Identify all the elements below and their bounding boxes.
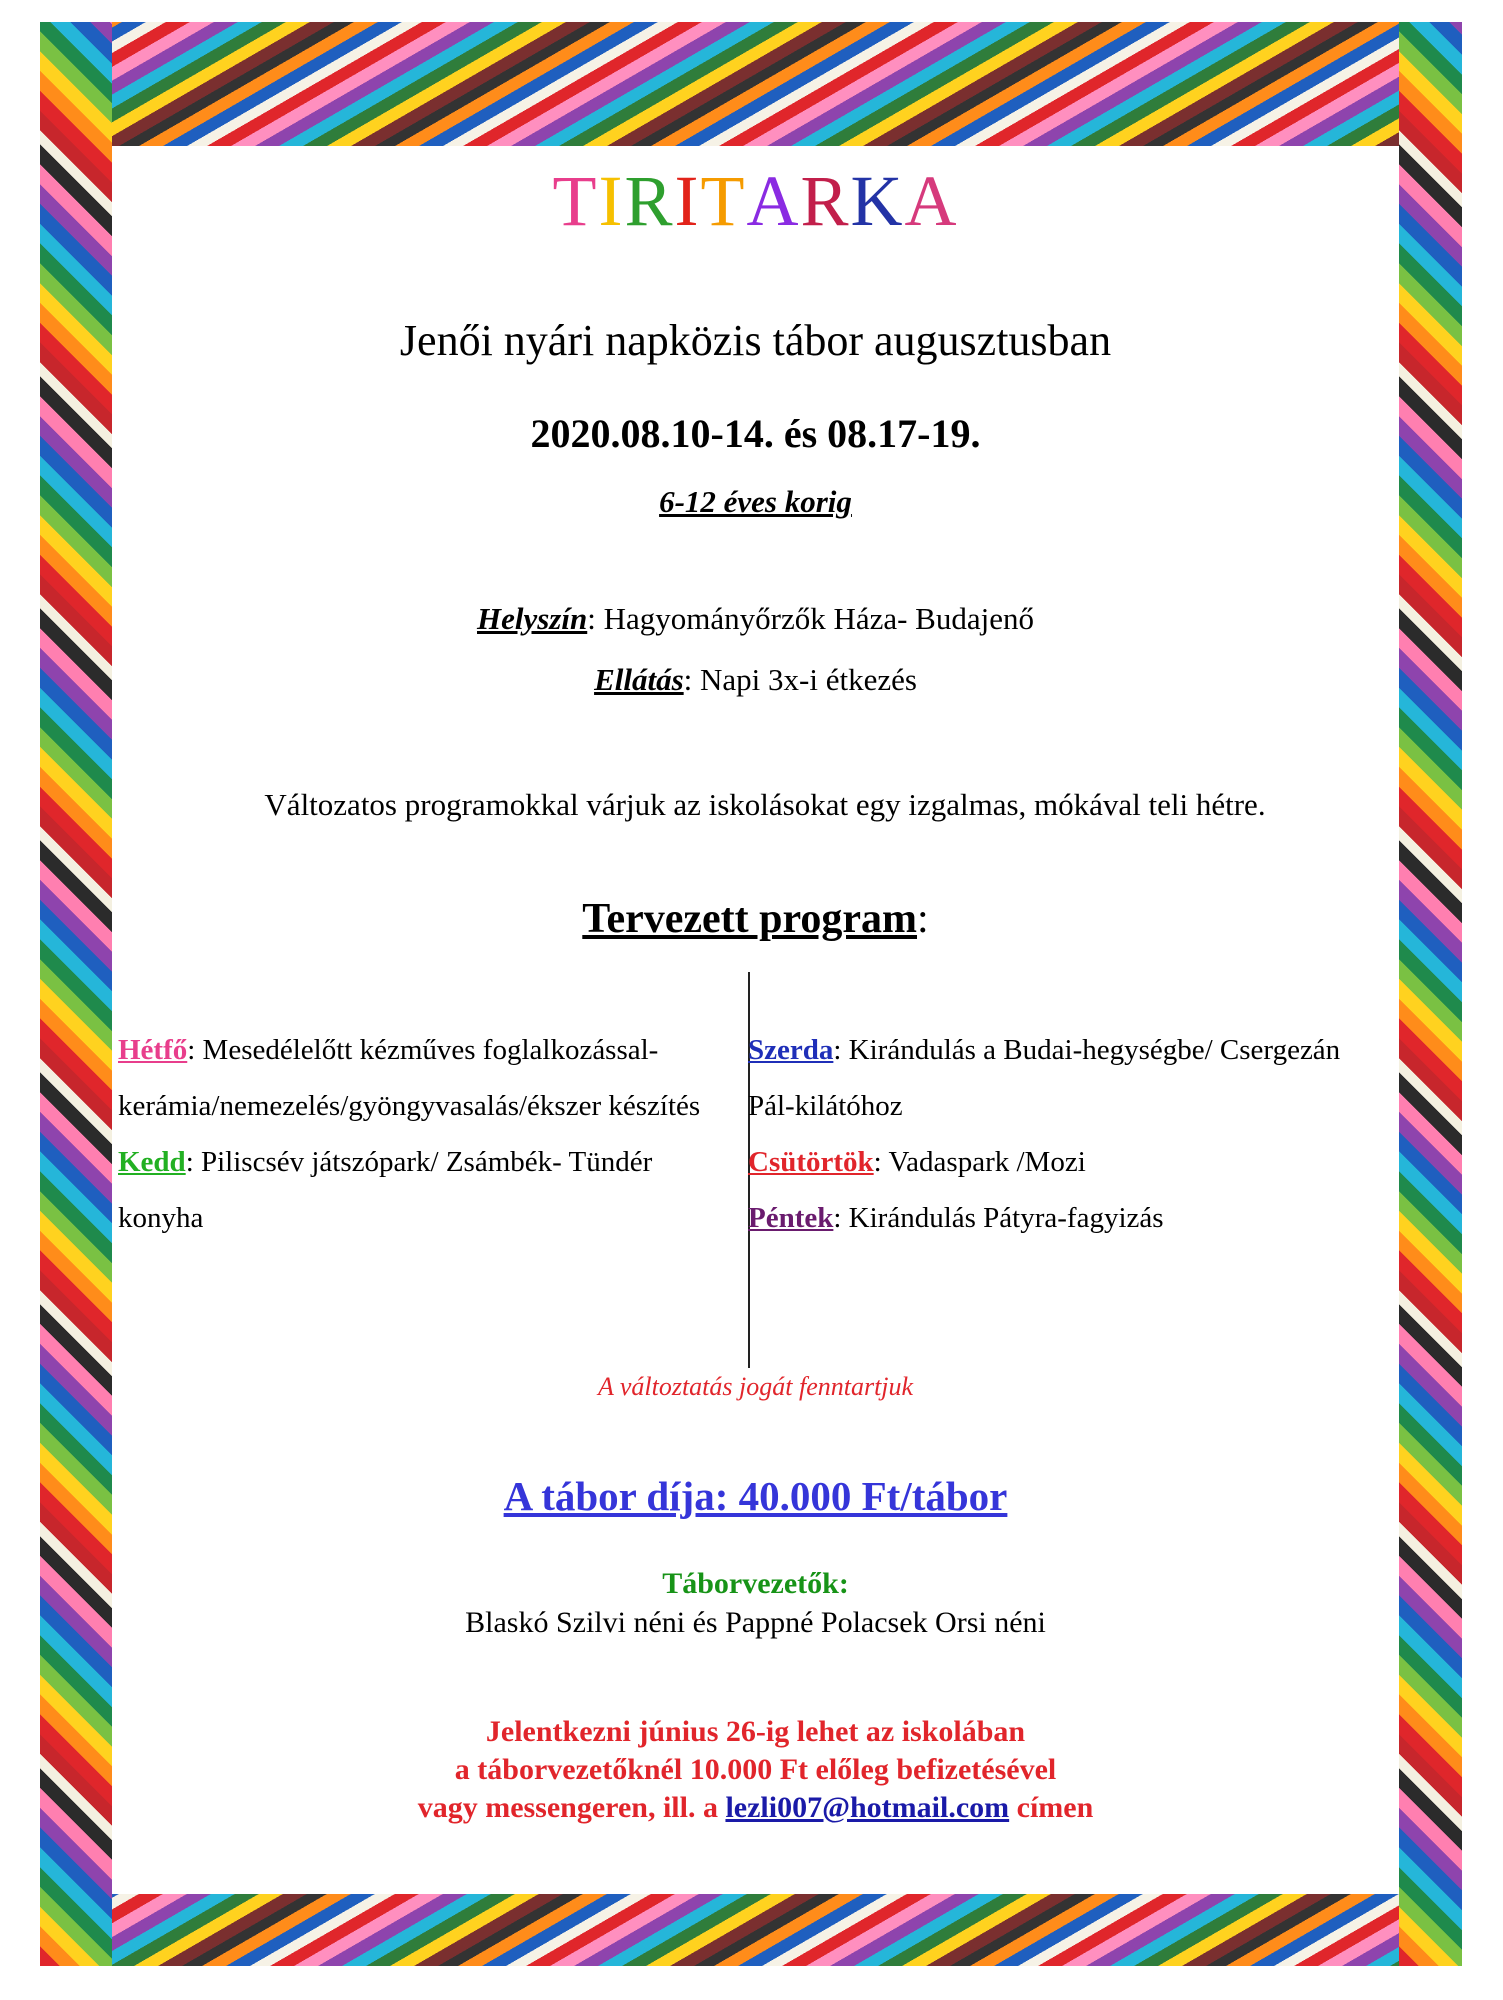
apply-line-1: Jelentkezni június 26-ig lehet az iskolában [485, 1715, 1026, 1748]
schedule-entry-monday [118, 1022, 738, 1134]
disclaimer-note: A változtatás jogát fenntartjuk [597, 1372, 914, 1401]
title-letter: T [552, 161, 599, 241]
title-letter: T [700, 161, 747, 241]
schedule-text-tuesday: : Piliscsév játszópark/ Zsámbék- Tündér konyha [118, 1146, 653, 1234]
schedule-entry-friday [748, 1190, 1348, 1246]
schedule-right-column [748, 1022, 1348, 1246]
camp-dates: 2020.08.10-14. és 08.17-19. [530, 411, 981, 456]
bottom-stripe-border [40, 1894, 1462, 1966]
right-stripe-border [1399, 22, 1462, 1966]
title-letter: A [746, 161, 801, 241]
location-line [112, 601, 1399, 637]
schedule-text-wednesday: : Kirándulás a Budai-hegységbe/ Csergezán Pál-kilátóhoz [748, 1034, 1341, 1122]
title-letter: A [904, 161, 959, 241]
title-letter: I [674, 161, 701, 241]
email-link[interactable]: lezli007@hotmail.com [725, 1791, 1010, 1824]
left-stripe-border [40, 22, 112, 1966]
title-letter: R [624, 161, 675, 241]
subtitle: Jenői nyári napközis tábor augusztusban [399, 316, 1112, 365]
age-range: 6-12 éves korig [659, 484, 852, 519]
intro-text: Változatos programokkal várjuk az iskolásokat egy izgalmas, mókával teli hétre. [264, 787, 1266, 822]
title-letter: I [598, 161, 625, 241]
catering-value: : Napi 3x-i étkezés [683, 662, 917, 697]
schedule-text-monday: : Mesedélelőtt kézműves foglalkozással- kerámia/nemezelés/gyöngyvasalás/ékszer készítés [118, 1034, 701, 1122]
program-heading-text: Tervezett program [582, 896, 918, 942]
apply-line-3-prefix: vagy messengeren, ill. a [417, 1791, 726, 1824]
schedule-text-friday: : Kirándulás Pátyra-fagyizás [833, 1202, 1164, 1234]
day-label-monday: Hétfő [118, 1034, 188, 1066]
apply-line-3-suffix: címen [1009, 1791, 1094, 1824]
schedule-text-thursday: : Vadaspark /Mozi [873, 1146, 1086, 1178]
leaders-names: Blaskó Szilvi néni és Pappné Polacsek Orsi néni [465, 1606, 1046, 1639]
day-label-tuesday: Kedd [118, 1146, 186, 1178]
title-letter: R [800, 161, 851, 241]
catering-line [112, 662, 1399, 698]
leaders-heading: Táborvezetők: [662, 1567, 849, 1600]
schedule-entry-wednesday [748, 1022, 1348, 1134]
title-letter: K [850, 161, 905, 241]
day-label-friday: Péntek [748, 1202, 834, 1234]
top-stripe-border [112, 22, 1399, 146]
location-label: Helyszín [477, 601, 588, 636]
day-label-thursday: Csütörtök [748, 1146, 874, 1178]
schedule-entry-thursday [748, 1134, 1348, 1190]
catering-label: Ellátás [594, 662, 684, 697]
schedule-entry-tuesday [118, 1134, 738, 1246]
page-title [112, 160, 1399, 243]
location-value: : Hagyományőrzők Háza- Budajenő [587, 601, 1034, 636]
apply-line-2: a táborvezetőknél 10.000 Ft előleg befizetésével [454, 1753, 1057, 1786]
day-label-wednesday: Szerda [748, 1034, 834, 1066]
schedule-left-column [118, 1022, 738, 1246]
apply-line-3 [112, 1791, 1399, 1825]
program-heading-suffix: : [917, 896, 929, 942]
program-heading [112, 895, 1399, 943]
camp-fee: A tábor díja: 40.000 Ft/tábor [503, 1473, 1008, 1519]
